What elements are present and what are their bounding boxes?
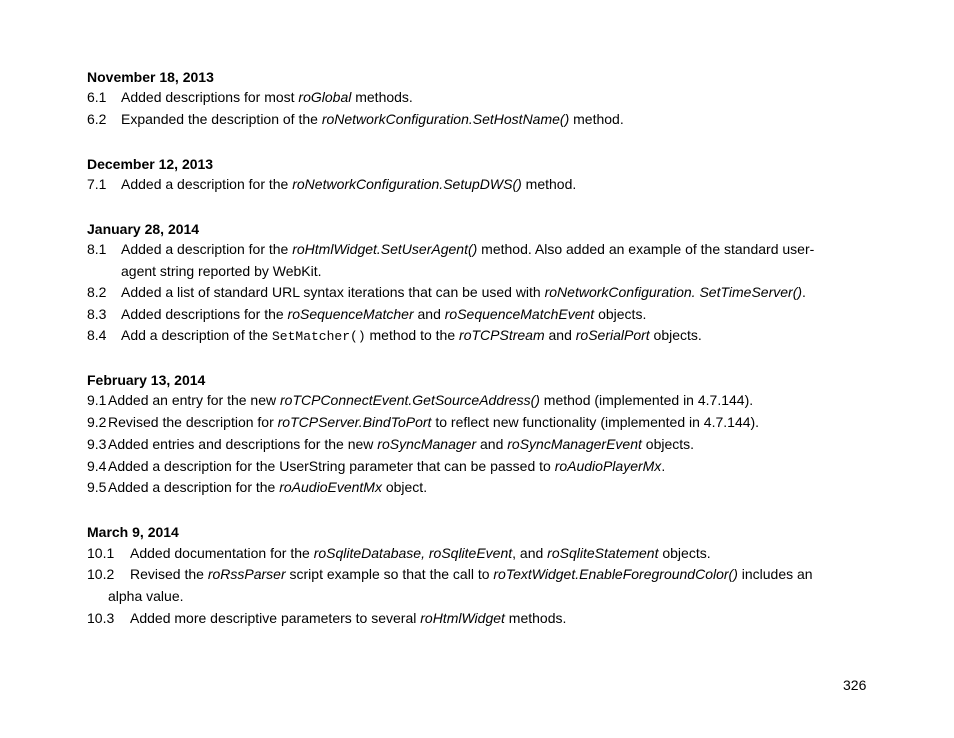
changelog-item bbox=[87, 608, 847, 630]
item-number: 10.1 bbox=[87, 545, 115, 561]
section-date-heading: December 12, 2013 bbox=[87, 156, 214, 172]
item-text: Added descriptions for the roSequenceMatcher and roSequenceMatchEvent objects. bbox=[121, 306, 647, 322]
item-number: 9.3 bbox=[87, 436, 107, 452]
item-number: 8.4 bbox=[87, 327, 107, 343]
page-number: 326 bbox=[843, 677, 867, 693]
item-text: Added an entry for the new roTCPConnectEvent.GetSourceAddress() method (implemented in 4.7.144). bbox=[108, 392, 754, 408]
changelog-item bbox=[87, 304, 847, 326]
item-text: Added descriptions for most roGlobal methods. bbox=[121, 89, 413, 105]
section-date-heading: November 18, 2013 bbox=[87, 69, 214, 85]
changelog-item bbox=[87, 174, 847, 196]
section-date-heading: March 9, 2014 bbox=[87, 524, 179, 540]
item-text: Added a description for the roHtmlWidget.SetUserAgent() method. Also added an example of the standard user- bbox=[121, 241, 815, 257]
item-number: 7.1 bbox=[87, 176, 107, 192]
item-text: Added a list of standard URL syntax iterations that can be used with roNetworkConfiguration. SetTimeServer(). bbox=[121, 284, 806, 300]
changelog-item bbox=[87, 282, 847, 304]
changelog-item bbox=[87, 477, 847, 499]
changelog-item bbox=[87, 412, 847, 434]
item-text: Added more descriptive parameters to several roHtmlWidget methods. bbox=[130, 610, 567, 626]
item-text-continuation: agent string reported by WebKit. bbox=[121, 262, 322, 279]
item-number: 9.2 bbox=[87, 414, 107, 430]
item-number: 6.1 bbox=[87, 89, 107, 105]
changelog-item bbox=[87, 543, 847, 565]
changelog-item bbox=[87, 390, 847, 412]
changelog-item bbox=[87, 109, 847, 131]
item-text: Added a description for the roNetworkConfiguration.SetupDWS() method. bbox=[121, 176, 577, 192]
item-number: 9.4 bbox=[87, 458, 107, 474]
item-text: Revised the roRssParser script example so that the call to roTextWidget.EnableForegroundColor() includes an bbox=[130, 566, 813, 582]
item-text: Add a description of the SetMatcher() method to the roTCPStream and roSerialPort objects. bbox=[121, 327, 702, 344]
item-number: 6.2 bbox=[87, 111, 107, 127]
section-date-heading: January 28, 2014 bbox=[87, 221, 200, 237]
item-text: Added a description for the UserString parameter that can be passed to roAudioPlayerMx. bbox=[108, 458, 666, 474]
item-number: 9.1 bbox=[87, 392, 107, 408]
item-number: 8.1 bbox=[87, 241, 107, 257]
item-text: Added entries and descriptions for the new roSyncManager and roSyncManagerEvent objects. bbox=[108, 436, 695, 452]
changelog-item bbox=[87, 456, 847, 478]
item-text: Added documentation for the roSqliteDatabase, roSqliteEvent, and roSqliteStatement objects. bbox=[130, 545, 711, 561]
item-number: 9.5 bbox=[87, 479, 107, 495]
item-number: 10.2 bbox=[87, 566, 115, 582]
item-number: 8.3 bbox=[87, 306, 107, 322]
code-identifier: SetMatcher() bbox=[272, 329, 366, 344]
item-text: Revised the description for roTCPServer.BindToPort to reflect new functionality (implemented in 4.7.144). bbox=[108, 414, 760, 430]
item-text: Expanded the description of the roNetworkConfiguration.SetHostName() method. bbox=[121, 111, 624, 127]
changelog-item bbox=[87, 87, 847, 109]
changelog-item bbox=[87, 564, 847, 607]
item-number: 10.3 bbox=[87, 610, 115, 626]
changelog-item bbox=[87, 325, 847, 348]
item-text: Added a description for the roAudioEventMx object. bbox=[108, 479, 428, 495]
changelog-item bbox=[87, 434, 847, 456]
item-number: 8.2 bbox=[87, 284, 107, 300]
changelog-item bbox=[87, 239, 847, 282]
section-date-heading: February 13, 2014 bbox=[87, 372, 206, 388]
item-text-continuation: alpha value. bbox=[108, 587, 184, 604]
